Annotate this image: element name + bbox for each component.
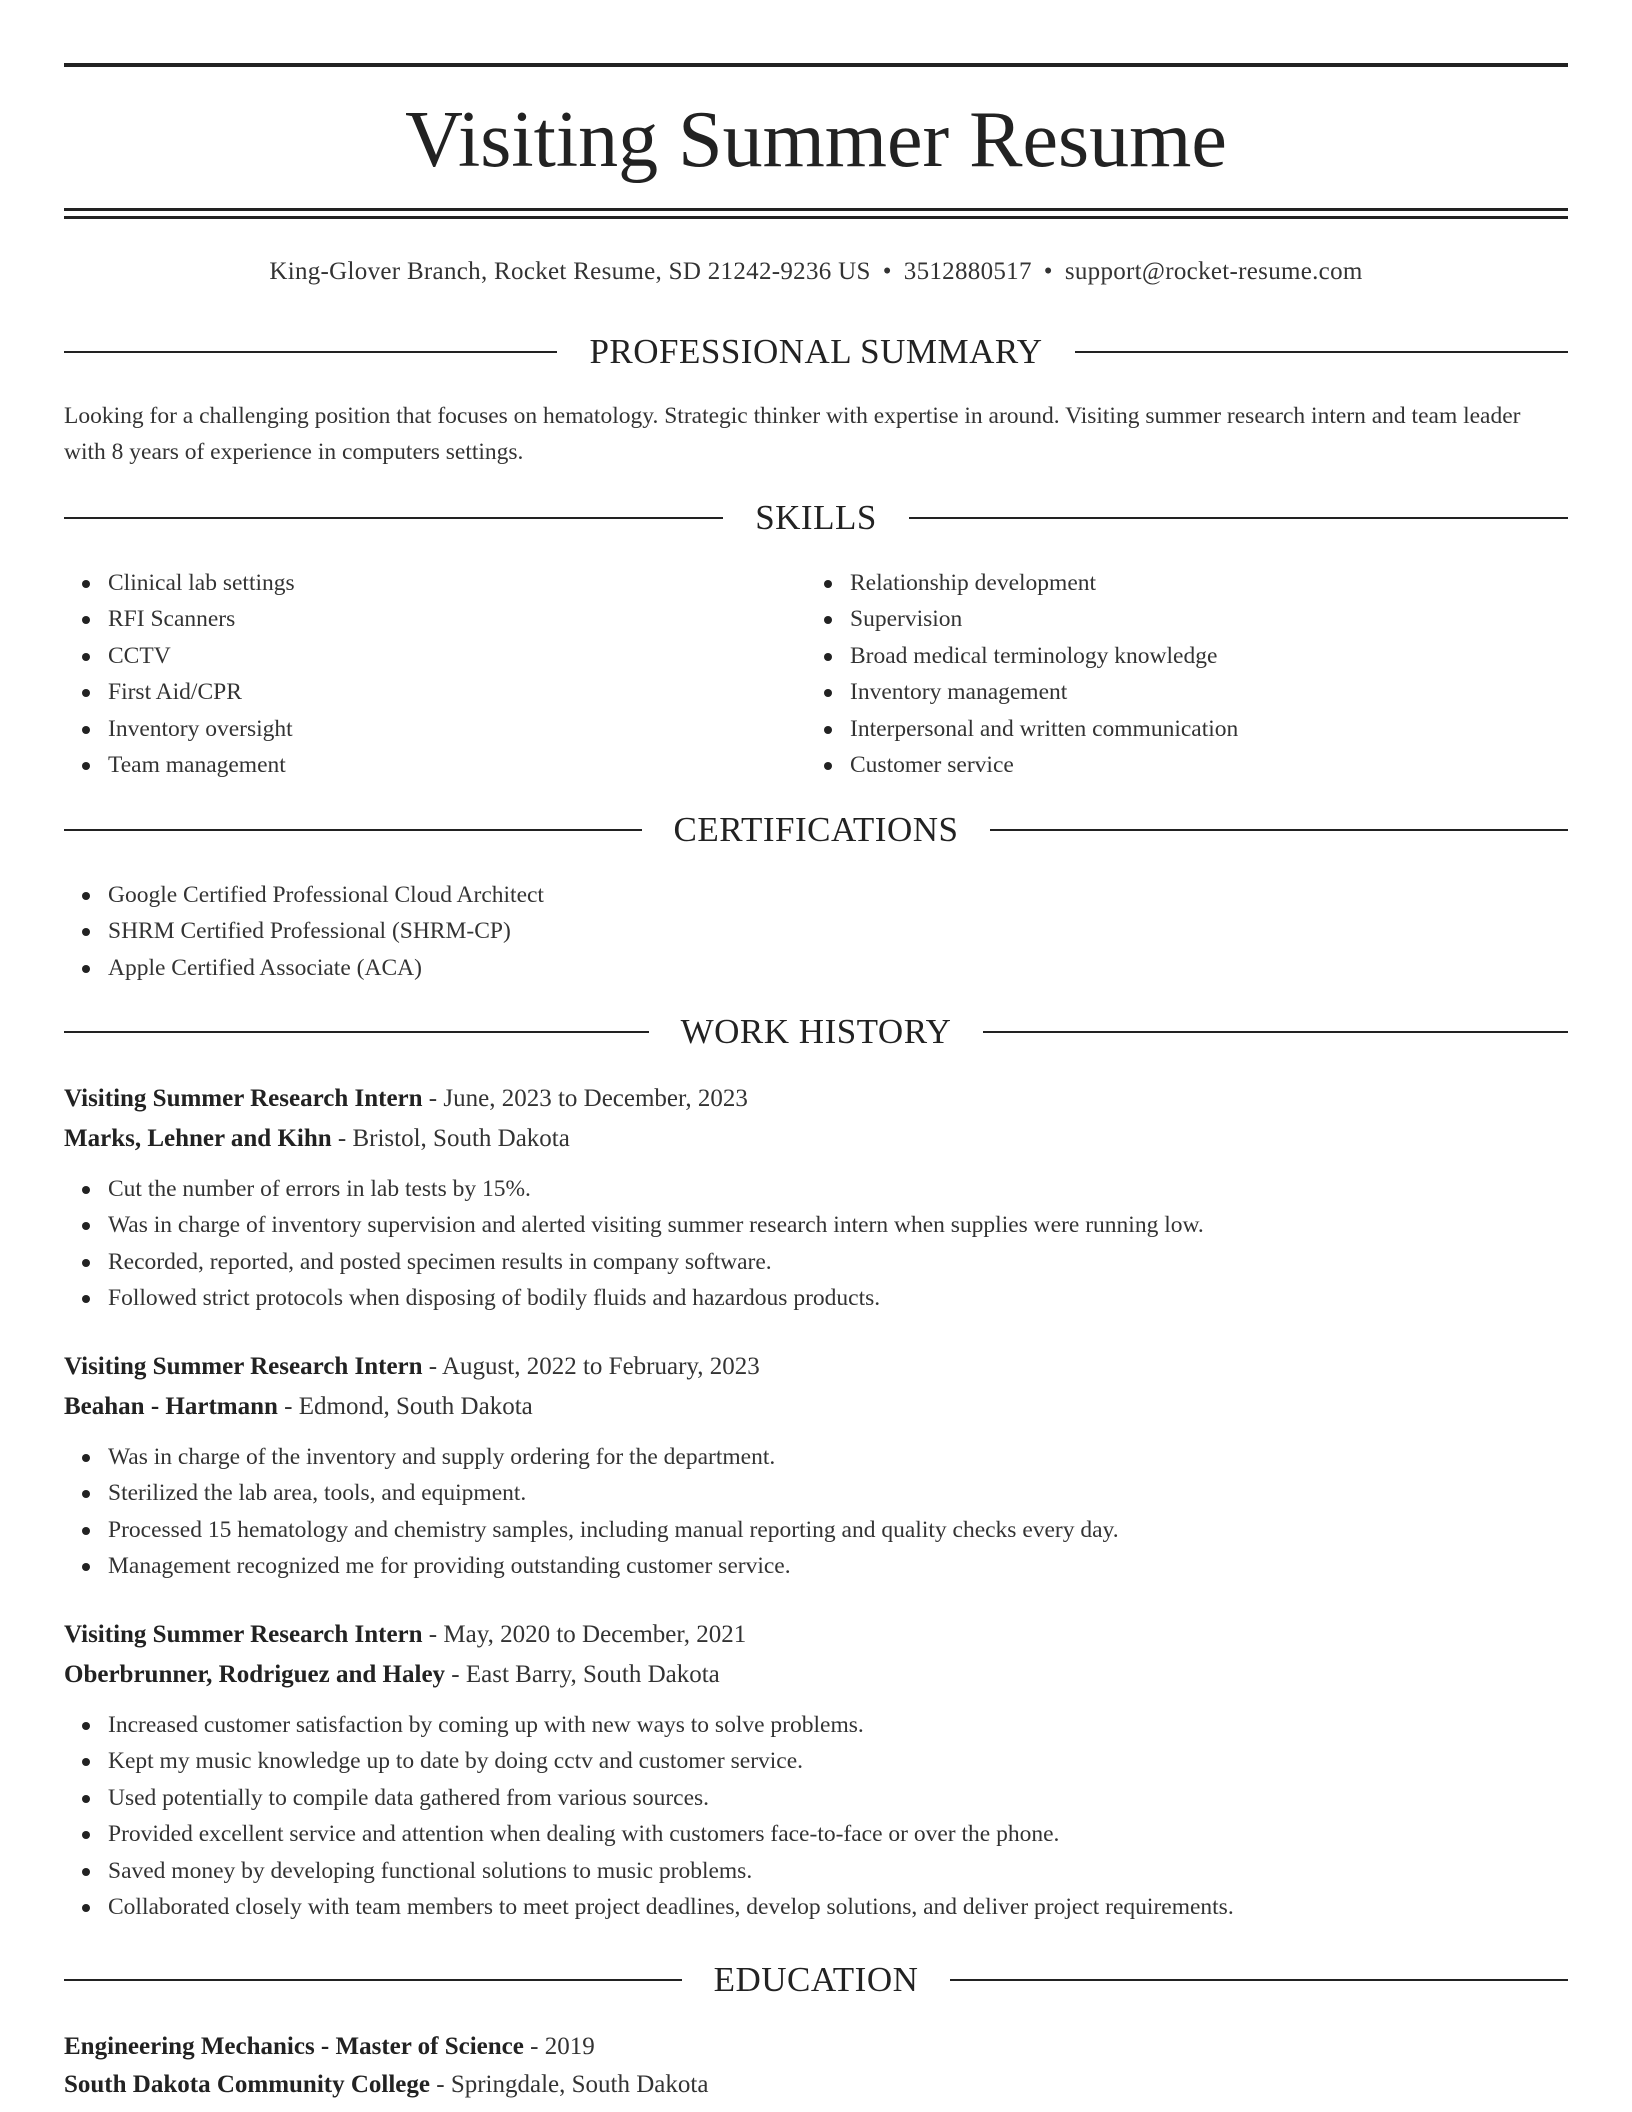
job-location: Bristol, South Dakota xyxy=(352,1125,570,1152)
job-entry xyxy=(64,1347,1568,1585)
section-heading-skills xyxy=(64,496,1568,540)
skill-item: Inventory oversight xyxy=(64,711,806,747)
skill-item: CCTV xyxy=(64,638,806,674)
skill-item: Broad medical terminology knowledge xyxy=(806,638,1546,674)
summary-text: Looking for a challenging position that focuses on hematology. Strategic thinker with expertise in around. Visiting summer research intern and team leader with 8 years of experience in computers settings. xyxy=(64,403,1521,465)
section-heading-education xyxy=(64,1958,1568,2002)
top-rule xyxy=(64,63,1568,67)
section-title: PROFESSIONAL SUMMARY xyxy=(589,332,1043,371)
skills-list-right xyxy=(806,565,1546,783)
skill-item: First Aid/CPR xyxy=(64,674,806,710)
job-company-line: Beahan - Hartmann - Edmond, South Dakota xyxy=(64,1393,533,1420)
section-heading-summary xyxy=(64,330,1568,374)
job-bullet: Management recognized me for providing outstanding customer service. xyxy=(64,1548,1568,1584)
contact-phone: 3512880517 xyxy=(903,258,1032,285)
section-title: CERTIFICATIONS xyxy=(673,810,959,849)
section-title: EDUCATION xyxy=(713,1960,919,1999)
job-bullet: Sterilized the lab area, tools, and equipment. xyxy=(64,1475,1568,1511)
job-title: Visiting Summer Research Intern xyxy=(64,1621,423,1648)
heading-rule xyxy=(64,829,642,831)
job-bullet: Saved money by developing functional solutions to music problems. xyxy=(64,1853,1568,1889)
job-bullet: Used potentially to compile data gathered from various sources. xyxy=(64,1780,1568,1816)
job-bullet: Followed strict protocols when disposing of bodily fluids and hazardous products. xyxy=(64,1280,1568,1316)
heading-rule xyxy=(909,517,1568,519)
contact-email: support@rocket-resume.com xyxy=(1064,258,1363,285)
job-bullet: Cut the number of errors in lab tests by 15%. xyxy=(64,1171,1568,1207)
job-title: Visiting Summer Research Intern xyxy=(64,1353,423,1380)
job-bullets xyxy=(64,1439,1568,1585)
job-bullet: Provided excellent service and attention when dealing with customers face-to-face or over the phone. xyxy=(64,1816,1568,1852)
education-school-line: South Dakota Community College - Springdale, South Dakota xyxy=(64,2071,709,2098)
job-company: Marks, Lehner and Kihn xyxy=(64,1125,332,1152)
job-location: Edmond, South Dakota xyxy=(298,1393,533,1420)
skills-list-left xyxy=(64,565,806,783)
job-title-line: Visiting Summer Research Intern - June, 2023 to December, 2023 xyxy=(64,1085,748,1112)
heading-rule xyxy=(990,829,1568,831)
skill-item: RFI Scanners xyxy=(64,601,806,637)
job-title-line: Visiting Summer Research Intern - August, 2022 to February, 2023 xyxy=(64,1353,760,1380)
certification-item: Google Certified Professional Cloud Architect xyxy=(64,877,1568,913)
contact-address: King-Glover Branch, Rocket Resume, SD 21242-9236 US xyxy=(269,258,871,285)
job-location: East Barry, South Dakota xyxy=(465,1661,720,1688)
job-bullet: Recorded, reported, and posted specimen results in company software. xyxy=(64,1244,1568,1280)
certification-item: SHRM Certified Professional (SHRM-CP) xyxy=(64,913,1568,949)
skills-columns xyxy=(64,565,1568,783)
job-entry xyxy=(64,1079,1568,1317)
job-title-line: Visiting Summer Research Intern - May, 2020 to December, 2021 xyxy=(64,1621,747,1648)
contact-separator: • xyxy=(882,258,892,285)
job-bullet: Kept my music knowledge up to date by doing cctv and customer service. xyxy=(64,1743,1568,1779)
heading-rule xyxy=(64,1979,682,1981)
section-heading-certifications xyxy=(64,808,1568,852)
heading-rule xyxy=(950,1979,1568,1981)
skill-item: Interpersonal and written communication xyxy=(806,711,1546,747)
skill-item: Team management xyxy=(64,747,806,783)
skill-item: Relationship development xyxy=(806,565,1546,601)
job-bullet: Processed 15 hematology and chemistry samples, including manual reporting and quality checks every day. xyxy=(64,1512,1568,1548)
job-bullet: Increased customer satisfaction by coming up with new ways to solve problems. xyxy=(64,1707,1568,1743)
job-dates: May, 2020 to December, 2021 xyxy=(443,1621,747,1648)
contact-line xyxy=(64,254,1568,290)
title-double-rule-lower xyxy=(64,216,1568,219)
job-company-line: Marks, Lehner and Kihn - Bristol, South Dakota xyxy=(64,1125,570,1152)
heading-rule xyxy=(64,1031,649,1033)
certifications-list xyxy=(64,877,1568,986)
certification-item: Apple Certified Associate (ACA) xyxy=(64,950,1568,986)
job-bullet: Was in charge of the inventory and supply ordering for the department. xyxy=(64,1439,1568,1475)
job-bullets xyxy=(64,1707,1568,1925)
section-heading-work-history xyxy=(64,1010,1568,1054)
education-year: 2019 xyxy=(544,2033,595,2060)
education-degree: Engineering Mechanics - Master of Science xyxy=(64,2033,524,2060)
heading-rule xyxy=(983,1031,1568,1033)
resume-title: Visiting Summer Resume xyxy=(405,96,1227,184)
job-entry xyxy=(64,1615,1568,1925)
job-dates: August, 2022 to February, 2023 xyxy=(442,1353,760,1380)
section-title: WORK HISTORY xyxy=(680,1012,952,1051)
heading-rule xyxy=(64,351,557,353)
heading-rule xyxy=(64,517,723,519)
skill-item: Clinical lab settings xyxy=(64,565,806,601)
skill-item: Supervision xyxy=(806,601,1546,637)
job-company-line: Oberbrunner, Rodriguez and Haley - East Barry, South Dakota xyxy=(64,1661,720,1688)
skill-item: Inventory management xyxy=(806,674,1546,710)
heading-rule xyxy=(1075,351,1568,353)
job-company: Oberbrunner, Rodriguez and Haley xyxy=(64,1661,446,1688)
certifications-block xyxy=(64,877,1568,986)
job-bullets xyxy=(64,1171,1568,1317)
education-degree-line: Engineering Mechanics - Master of Science - 2019 xyxy=(64,2033,595,2060)
section-title: SKILLS xyxy=(755,498,877,537)
job-bullet: Collaborated closely with team members to meet project deadlines, develop solutions, and deliver project requirements. xyxy=(64,1889,1568,1925)
education-entry xyxy=(64,2027,1568,2105)
contact-separator: • xyxy=(1043,258,1053,285)
skill-item: Customer service xyxy=(806,747,1546,783)
job-dates: June, 2023 to December, 2023 xyxy=(443,1085,748,1112)
title-double-rule-upper xyxy=(64,208,1568,211)
job-bullet: Was in charge of inventory supervision and alerted visiting summer research intern when supplies were running low. xyxy=(64,1207,1568,1243)
education-location: Springdale, South Dakota xyxy=(450,2071,709,2098)
job-company: Beahan - Hartmann xyxy=(64,1393,278,1420)
job-title: Visiting Summer Research Intern xyxy=(64,1085,423,1112)
education-school: South Dakota Community College xyxy=(64,2071,430,2098)
